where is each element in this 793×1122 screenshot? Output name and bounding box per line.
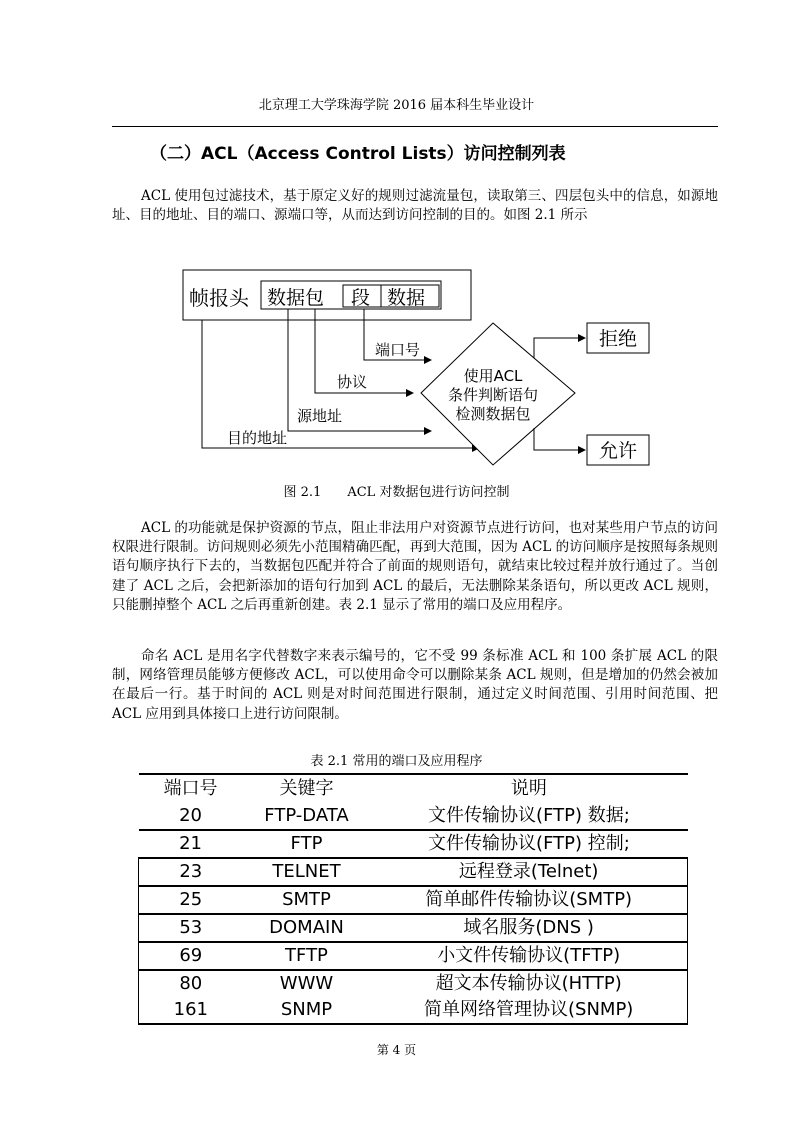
- table-row: [139, 970, 688, 997]
- cell-keyword: FTP: [243, 830, 371, 858]
- permit-label: 允许: [598, 440, 638, 462]
- cell-port: 20: [139, 803, 243, 830]
- data-label: 数据: [387, 287, 426, 309]
- cell-port: 53: [139, 914, 243, 942]
- src-addr-label: 源地址: [297, 407, 343, 425]
- table-row: [139, 886, 688, 914]
- port-label: 端口号: [375, 341, 421, 359]
- table-row: [139, 914, 688, 942]
- header-keyword: 关键字: [243, 774, 371, 803]
- cell-description: 简单网络管理协议(SNMP): [370, 997, 687, 1024]
- page-header: 北京理工大学珠海学院 2016 届本科生毕业设计: [258, 98, 535, 113]
- paragraph-acl-function: ACL 的功能就是保护资源的节点，阻止非法用户对资源节点进行访问，也对某些用户节点的访问权限进行限制。访问规则必须先小范围精确匹配，再到大范围，因为 ACL 的访问顺序是按照每条规则语句顺序执行下去的，当数据包匹配并符合了前面的规则语句，就结束比较过程并放行通过了。当创建了 ACL 之后，会把新添加的语句行加到 ACL 的最后，无法删除某条语句，所以更改 ACL 规则，只能删掉整个 ACL 之后再重新创建。表 2.1 显示了常用的端口及应用程序。: [112, 520, 718, 613]
- permit-arrow: [534, 428, 585, 450]
- cell-port: 161: [139, 997, 243, 1024]
- table-row: [139, 997, 688, 1024]
- frame-header-label: 帧报头: [189, 286, 249, 310]
- table-caption: 表 2.1 常用的端口及应用程序: [310, 754, 483, 769]
- cell-keyword: TFTP: [243, 942, 371, 970]
- cell-description: 文件传输协议(FTP) 控制;: [370, 830, 687, 858]
- cell-keyword: SMTP: [243, 886, 371, 914]
- acl-figure: [175, 265, 665, 475]
- cell-keyword: FTP-DATA: [243, 803, 371, 830]
- cell-keyword: DOMAIN: [243, 914, 371, 942]
- paragraph-named-acl: 命名 ACL 是用名字代替数字来表示编号的，它不受 99 条标准 ACL 和 100 条扩展 ACL 的限制，网络管理员能够方便修改 ACL，可以使用命令可以删除某条 ACL 规则，但是增加的仍然会被加在最后一行。基于时间的 ACL 则是对时间范围进行限制，通过定义时间范围、引用时间范围、把 ACL 应用到具体接口上进行访问限制。: [112, 648, 718, 722]
- paragraph-acl-intro: ACL 使用包过滤技术，基于原定义好的规则过滤流量包，读取第三、四层包头中的信息，如源地址、目的地址、目的端口、源端口等，从而达到访问控制的目的。如图 2.1 所示: [112, 188, 718, 224]
- cell-description: 简单邮件传输协议(SMTP): [370, 886, 687, 914]
- cell-port: 25: [139, 886, 243, 914]
- decision-line3: 检测数据包: [455, 405, 531, 423]
- cell-keyword: TELNET: [243, 858, 371, 886]
- protocol-label: 协议: [337, 373, 368, 391]
- cell-keyword: WWW: [279, 973, 334, 994]
- decision-line1: 使用ACL: [463, 367, 523, 385]
- table-header-row: [139, 774, 688, 803]
- deny-arrow: [534, 338, 585, 358]
- cell-description: 超文本传输协议(HTTP): [370, 970, 687, 997]
- cell-port: 69: [139, 942, 243, 970]
- cell-description: 远程登录(Telnet): [370, 858, 687, 886]
- cell-port: 23: [139, 858, 243, 886]
- segment-label: 段: [351, 287, 371, 309]
- cell-description: 域名服务(DNS ): [370, 914, 687, 942]
- table-row: [139, 942, 688, 970]
- packet-label: 数据包: [267, 287, 325, 309]
- cell-port: 80: [139, 970, 243, 997]
- table-row: [139, 830, 688, 858]
- table-row: [139, 858, 688, 886]
- header-description: 说明: [370, 774, 687, 803]
- decision-line2: 条件判断语句: [447, 386, 539, 404]
- cell-description: 小文件传输协议(TFTP): [370, 942, 687, 970]
- dst-addr-label: 目的地址: [227, 429, 288, 447]
- cell-keyword: SNMP: [243, 997, 371, 1024]
- section-heading: （二）ACL（Access Control Lists）访问控制列表: [150, 144, 566, 164]
- header-rule: [112, 126, 718, 127]
- deny-label: 拒绝: [598, 328, 638, 350]
- header-port: 端口号: [139, 774, 243, 803]
- table-row: [139, 803, 688, 830]
- cell-description: 文件传输协议(FTP) 数据;: [370, 803, 687, 830]
- page-number: 第 4 页: [376, 1043, 417, 1057]
- port-table: [138, 773, 688, 1025]
- cell-port: 21: [139, 830, 243, 858]
- figure-caption: 图 2.1 ACL 对数据包进行访问控制: [283, 485, 510, 500]
